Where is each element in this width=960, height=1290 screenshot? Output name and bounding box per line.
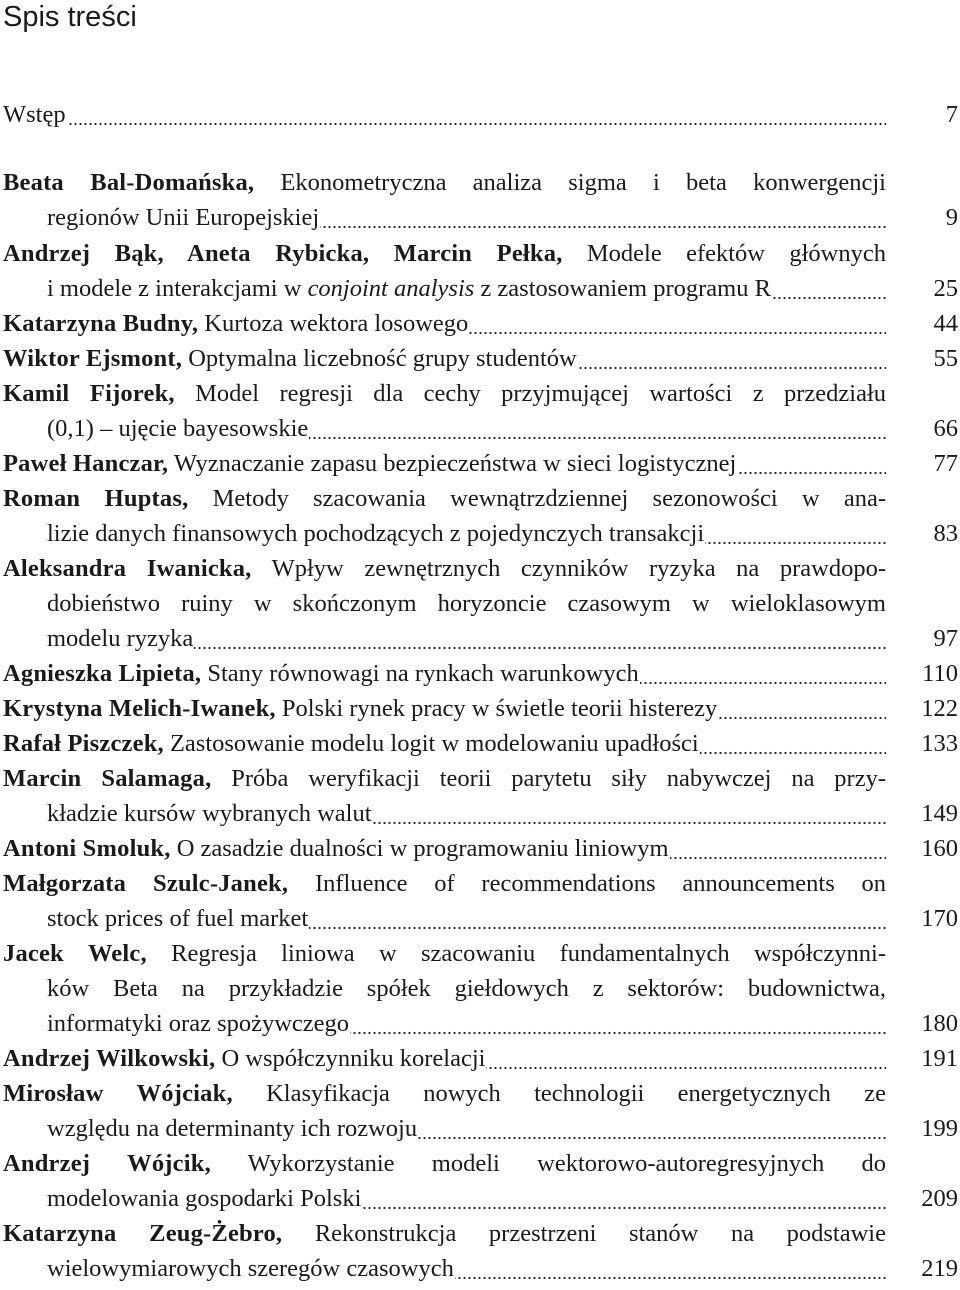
toc-title: Model regresji dla cechy przyjmującej wartości z przedziału bbox=[174, 380, 886, 407]
toc-title-text bbox=[47, 520, 705, 547]
toc-title-text bbox=[47, 1185, 362, 1212]
toc-page-number: 160 bbox=[921, 835, 958, 862]
toc-title: lizie danych finansowych pochodzących z pojedynczych transakcji bbox=[47, 520, 705, 547]
toc-author: Paweł Hanczar, bbox=[3, 450, 169, 477]
toc-title: Modele efektów głównych bbox=[562, 240, 886, 267]
toc-author: Aleksandra Iwanicka, bbox=[3, 555, 252, 582]
toc-author: Krystyna Melich-Iwanek, bbox=[3, 695, 276, 722]
toc-line bbox=[0, 411, 960, 446]
toc-author: Andrzej Wilkowski, bbox=[3, 1045, 216, 1072]
toc-line bbox=[0, 1216, 960, 1251]
toc-line bbox=[0, 866, 960, 901]
toc-author: Katarzyna Budny, bbox=[3, 310, 199, 337]
toc-title: Rekonstrukcja przestrzeni stanów na podstawie bbox=[282, 1220, 886, 1247]
toc-line bbox=[0, 831, 960, 866]
toc-title-text bbox=[3, 835, 670, 862]
toc-title-text bbox=[3, 310, 469, 337]
toc-page-number: 7 bbox=[945, 101, 958, 128]
toc-line bbox=[0, 1181, 960, 1216]
toc-title: stock prices of fuel market bbox=[47, 905, 309, 932]
toc-author: Andrzej Wójcik, bbox=[3, 1150, 211, 1177]
toc-page-number: 110 bbox=[922, 660, 958, 687]
toc-title-text bbox=[47, 275, 772, 302]
toc-page-number: 180 bbox=[921, 1010, 958, 1037]
toc-line bbox=[0, 621, 960, 656]
toc-title-text bbox=[47, 625, 194, 652]
toc-title: Klasyfikacja nowych technologii energetycznych ze bbox=[232, 1080, 886, 1107]
toc-title-text bbox=[3, 660, 640, 687]
toc-line bbox=[0, 1076, 960, 1111]
toc-author: Agnieszka Lipieta, bbox=[3, 660, 202, 687]
toc-author: Beata Bal-Domańska, bbox=[3, 169, 255, 196]
toc-title: modelu ryzyka bbox=[47, 625, 194, 652]
toc-author: Roman Huptas, bbox=[3, 485, 189, 512]
toc-title: (0,1) – ujęcie bayesowskie bbox=[47, 415, 309, 442]
toc-title: Influence of recommendations announcements on bbox=[288, 870, 887, 897]
toc-page-number: 122 bbox=[921, 695, 958, 722]
toc-line bbox=[0, 376, 960, 411]
toc-title: Wpływ zewnętrznych czynników ryzyka na prawdopo- bbox=[251, 555, 886, 582]
toc-title: dobieństwo ruiny w skończonym horyzoncie czasowym w wieloklasowym bbox=[47, 590, 886, 617]
toc-line bbox=[0, 1146, 960, 1181]
toc-title: wielowymiarowych szeregów czasowych bbox=[47, 1255, 454, 1282]
toc-line bbox=[0, 165, 960, 200]
toc-line bbox=[0, 971, 960, 1006]
toc-title: Wstęp bbox=[3, 101, 66, 128]
toc-line bbox=[0, 1111, 960, 1146]
toc-title-text bbox=[47, 1010, 350, 1037]
toc-line bbox=[0, 1041, 960, 1076]
toc-line bbox=[0, 901, 960, 936]
toc-line bbox=[0, 306, 960, 341]
toc-title-text bbox=[3, 101, 67, 128]
toc-title: O zasadzie dualności w programowaniu liniowym bbox=[170, 835, 669, 862]
toc-title: Zastosowanie modelu logit w modelowaniu upadłości bbox=[163, 730, 699, 757]
toc-title: Próba weryfikacji teorii parytetu siły nabywczej na przy- bbox=[211, 765, 886, 792]
toc-title: Metody szacowania wewnątrzdziennej sezonowości w ana- bbox=[188, 485, 886, 512]
toc-page-number: 66 bbox=[933, 415, 958, 442]
toc-title: modelowania gospodarki Polski bbox=[47, 1185, 362, 1212]
toc-author: Jacek Welc, bbox=[3, 940, 147, 967]
toc-title-text bbox=[47, 204, 320, 231]
toc-title: Polski rynek pracy w świetle teorii histerezy bbox=[275, 695, 718, 722]
toc-title: Kurtoza wektora losowego bbox=[198, 310, 469, 337]
toc-page-number: 77 bbox=[933, 450, 958, 477]
toc-page-number: 219 bbox=[921, 1255, 958, 1282]
toc-line bbox=[0, 481, 960, 516]
toc-author: Wiktor Ejsmont, bbox=[3, 345, 183, 372]
toc-page-number: 209 bbox=[921, 1185, 958, 1212]
toc-line bbox=[0, 726, 960, 761]
toc-title: Wykorzystanie modeli wektorowo-autoregresyjnych do bbox=[210, 1150, 886, 1177]
toc-title-text bbox=[3, 345, 578, 372]
toc-title-text bbox=[47, 1255, 455, 1282]
toc-line bbox=[0, 936, 960, 971]
toc-line bbox=[0, 761, 960, 796]
toc-line bbox=[0, 796, 960, 831]
toc-line bbox=[0, 516, 960, 551]
toc-page-number: 55 bbox=[933, 345, 958, 372]
toc-page-number: 97 bbox=[933, 625, 958, 652]
toc-title: kładzie kursów wybranych walut bbox=[47, 800, 372, 827]
toc-author: Marcin Salamaga, bbox=[3, 765, 212, 792]
toc-title: informatyki oraz spożywczego bbox=[47, 1010, 350, 1037]
toc-title-text bbox=[3, 695, 718, 722]
toc-author: Andrzej Bąk, Aneta Rybicka, Marcin Pełka, bbox=[3, 240, 563, 267]
toc-title-text bbox=[3, 450, 737, 477]
toc-page-number: 199 bbox=[921, 1115, 958, 1142]
toc-title: ków Beta na przykładzie spółek giełdowych z sektorów: budownictwa, bbox=[47, 975, 886, 1002]
toc-line bbox=[0, 551, 960, 586]
toc-page-number: 9 bbox=[945, 204, 958, 231]
toc-page-number: 83 bbox=[933, 520, 958, 547]
toc-line bbox=[0, 200, 960, 235]
toc-title-text bbox=[3, 730, 700, 757]
toc-title: względu na determinanty ich rozwoju bbox=[47, 1115, 418, 1142]
toc-page-number: 44 bbox=[933, 310, 958, 337]
toc-title: regionów Unii Europejskiej bbox=[47, 204, 320, 231]
toc-line bbox=[0, 271, 960, 306]
toc-line bbox=[0, 1006, 960, 1041]
page-title: Spis treści bbox=[3, 1, 137, 33]
toc-line bbox=[0, 656, 960, 691]
toc-title: Stany równowagi na rynkach warunkowych bbox=[201, 660, 639, 687]
toc-page-number: 133 bbox=[921, 730, 958, 757]
toc-title: Ekonometryczna analiza sigma i beta konwergencji bbox=[254, 169, 886, 196]
toc-title: Optymalna liczebność grupy studentów bbox=[182, 345, 577, 372]
toc-page-number: 191 bbox=[921, 1045, 958, 1072]
toc-page-number: 149 bbox=[921, 800, 958, 827]
toc-author: Rafał Piszczek, bbox=[3, 730, 164, 757]
toc-author: Kamil Fijorek, bbox=[3, 380, 175, 407]
toc-title-text bbox=[47, 415, 309, 442]
toc-title-text bbox=[47, 800, 373, 827]
toc-page-number: 170 bbox=[921, 905, 958, 932]
toc-title: Wyznaczanie zapasu bezpieczeństwa w sieci logistycznej bbox=[168, 450, 737, 477]
toc-author: Katarzyna Zeug-Żebro, bbox=[3, 1220, 283, 1247]
toc-line bbox=[0, 446, 960, 481]
toc-line bbox=[0, 236, 960, 271]
toc-title-text bbox=[47, 1115, 418, 1142]
toc-author: Małgorzata Szulc-Janek, bbox=[3, 870, 289, 897]
toc-title: Regresja liniowa w szacowaniu fundamentalnych współczynni- bbox=[146, 940, 886, 967]
toc-line bbox=[0, 341, 960, 376]
toc-title-italic: conjoint analysis bbox=[307, 275, 475, 302]
toc-title: z zastosowaniem programu R bbox=[474, 275, 771, 302]
toc-line bbox=[0, 586, 960, 621]
toc-author: Mirosław Wójciak, bbox=[3, 1080, 233, 1107]
toc-page-number: 25 bbox=[933, 275, 958, 302]
toc-title-text bbox=[47, 905, 309, 932]
toc-line bbox=[0, 97, 960, 132]
toc-line bbox=[0, 691, 960, 726]
toc-title: O współczynniku korelacji bbox=[215, 1045, 486, 1072]
toc-title-text bbox=[3, 1045, 486, 1072]
toc-line bbox=[0, 1251, 960, 1286]
toc-author: Antoni Smoluk, bbox=[3, 835, 171, 862]
toc-title: i modele z interakcjami w bbox=[47, 275, 308, 302]
